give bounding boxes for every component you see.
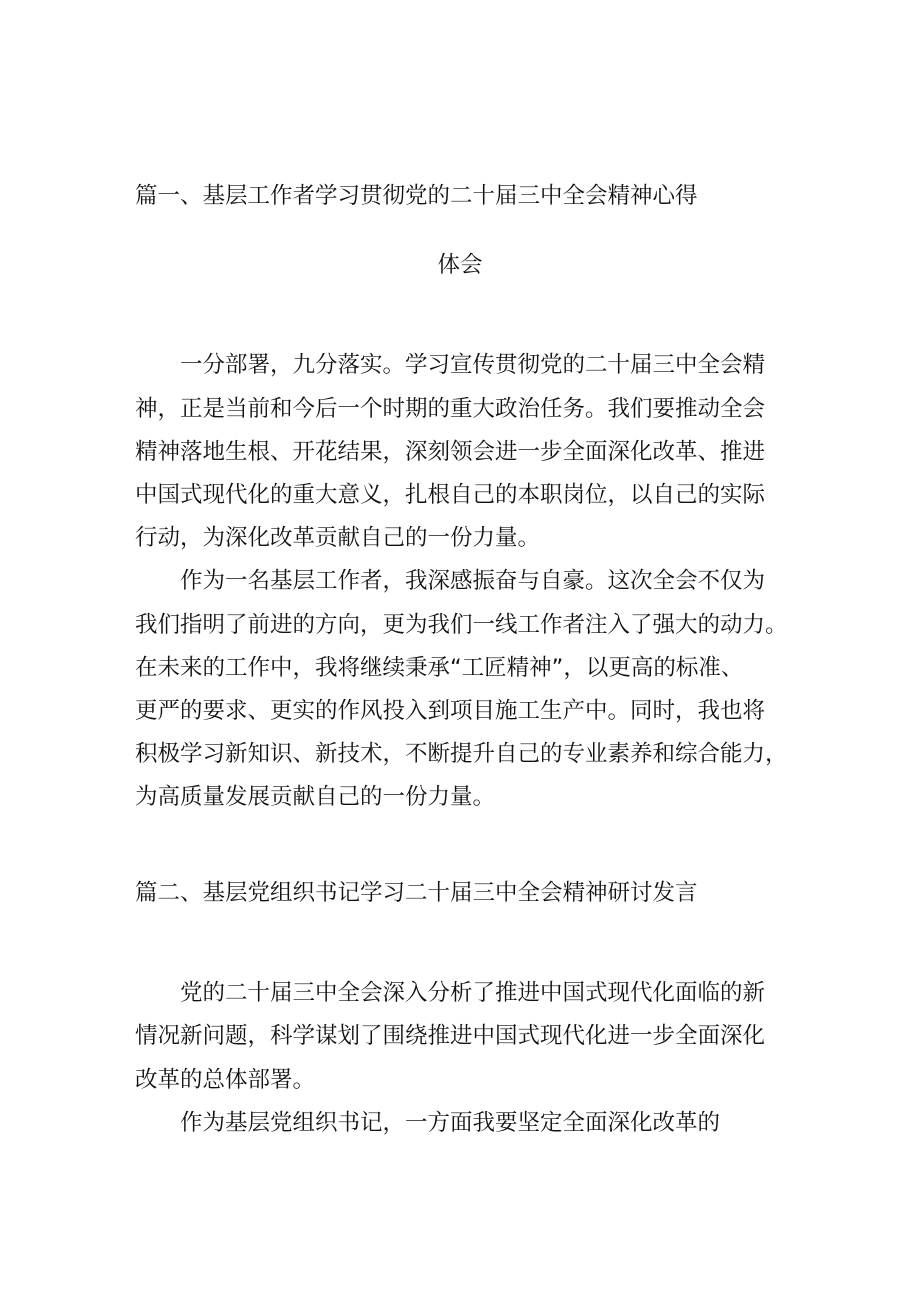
s2-p2-line: 作为基层党组织书记，一方面我要坚定全面深化改革的 [180,1110,721,1136]
s1-p1-line: 精神落地生根、开花结果，深刻领会进一步全面深化改革、推进 [135,439,766,465]
s2-p1-line: 改革的总体部署。 [135,1067,316,1093]
section1-title-line2: 体会 [437,252,483,278]
s1-p2-line: 在未来的工作中，我将继续秉承“工匠精神”，以更高的标准、 [135,655,744,681]
s1-p1-line: 神，正是当前和今后一个时期的重大政治任务。我们要推动全会 [135,396,766,422]
s1-p2-line: 作为一名基层工作者，我深感振奋与自豪。这次全会不仅为 [180,568,766,594]
s2-p1-line: 情况新问题，科学谋划了围绕推进中国式现代化进一步全面深化 [135,1023,766,1049]
s1-p2-line: 为高质量发展贡献自己的一份力量。 [135,784,496,810]
s1-p1-line: 一分部署，九分落实。学习宣传贯彻党的二十届三中全会精 [180,352,766,378]
section2-title: 篇二、基层党组织书记学习二十届三中全会精神研讨发言 [135,880,698,906]
s1-p2-line: 更严的要求、更实的作风投入到项目施工生产中。同时，我也将 [135,698,766,724]
s2-p1-line: 党的二十届三中全会深入分析了推进中国式现代化面临的新 [180,980,766,1006]
s1-p2-line: 积极学习新知识、新技术，不断提升自己的专业素养和综合能力， [135,741,788,767]
section1-title-line1: 篇一、基层工作者学习贯彻党的二十届三中全会精神心得 [135,183,698,209]
s1-p2-line: 我们指明了前进的方向，更为我们一线工作者注入了强大的动力。 [135,612,788,638]
s1-p1-line: 行动，为深化改革贡献自己的一份力量。 [135,525,541,551]
s1-p1-line: 中国式现代化的重大意义，扎根自己的本职岗位，以自己的实际 [135,482,766,508]
